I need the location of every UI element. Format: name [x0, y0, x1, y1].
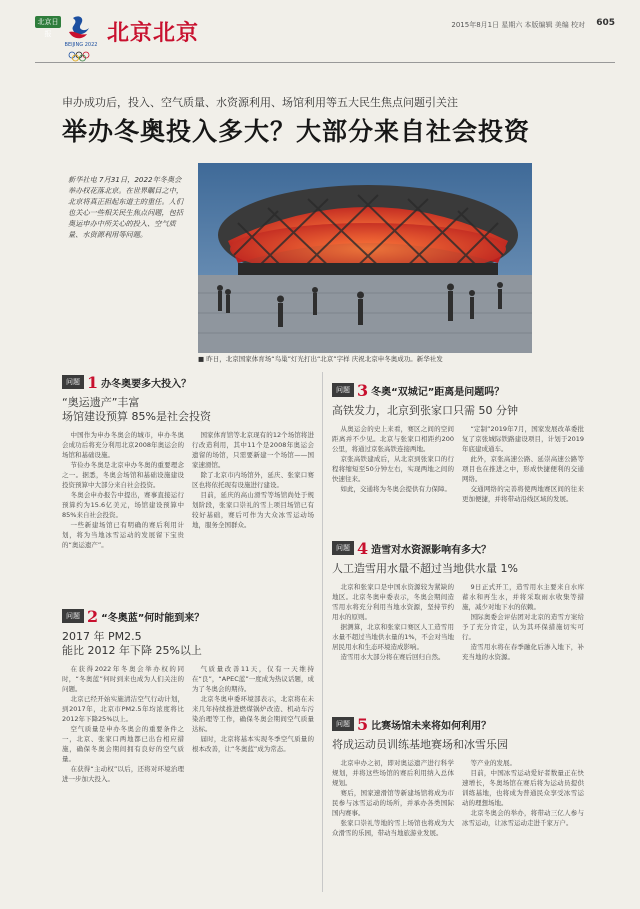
section-label: 问题 — [332, 383, 354, 397]
svg-text:BEIJING 2022: BEIJING 2022 — [64, 42, 98, 48]
section-label: 问题 — [62, 609, 84, 623]
section-5 — [332, 716, 584, 838]
section-title: “冬奥蓝”何时能到来？ — [101, 612, 205, 624]
birds-nest-illustration — [198, 163, 532, 353]
kicker: 申办成功后，投入、空气质量、水资源利用、场馆利用等五大民生焦点问题引关注 — [62, 96, 458, 109]
beijing-2022-logo — [63, 12, 99, 64]
section-title: 比赛场馆未来将如何利用？ — [371, 720, 492, 732]
section-title: 冬奥“双城记”距离是问题吗？ — [371, 386, 505, 398]
section-4 — [332, 540, 584, 662]
text-column: 国家体育馆等北京现有的12个场馆将进行改造利用，其中11个是2008年奥运会遗留的场馆，只需要新建一个场馆——国家速滑馆。 除了北京市内场馆外，延庆、张家口赛区也将依托现有设施进行建设。 目前，延庆的高山滑雪等场馆尚处于规划阶段，张家口崇礼的雪上项目场馆已有较好基础，赛后可作为大众冰雪运动场地，服务全国群众。 — [192, 431, 314, 529]
text-column: 北京申办之初，即对奥运遗产进行科学规划，并将这些场馆的赛后利用纳入总体规划。 赛后，国家速滑馆等新建场馆将成为市民参与冰雪运动的场所，并承办各类国际国内赛事。 张家口崇礼等地的雪上场馆也将成为大众滑雪的乐园，带动当地旅游业发展。 — [332, 759, 454, 837]
section-subtitle: 人工造雪用水量不超过当地供水量 1% — [332, 562, 518, 575]
stadium-photo — [198, 163, 532, 353]
section-2 — [62, 608, 314, 784]
lead-paragraph: 新华社电 7月31日，2022年冬奥会举办权花落北京。在世界瞩目之中，北京将真正担起东道主的重任。人们也关心一些相关民生焦点问题，包括奥运申办中所关心的投入、空气质量、水资源利用等问题。 — [68, 175, 184, 239]
text-column: 气质量改善11天，仅有一天维持在“良”，“APEC蓝”一度成为热议话题，成为了冬奥会的期待。 北京冬奥申委环境部表示，北京将在未来几年持续推进燃煤锅炉改造、机动车污染治理等工作，确保冬奥会期间空气质量达标。 届时，北京将基本实现冬季空气质量的根本改善，让“冬奥蓝”成为常态。 — [192, 665, 314, 753]
section-heading — [332, 540, 584, 556]
section-label: 问题 — [332, 717, 354, 731]
section-subtitle: 将成运动员训练基地赛场和冰雪乐园 — [332, 738, 508, 751]
masthead-rule — [35, 62, 615, 63]
paper-tag: 北京日报 — [35, 16, 61, 28]
section-number: 5 — [357, 714, 369, 734]
section-subtitle: “奥运遗产”丰富 场馆建设预算 85%是社会投资 — [62, 396, 211, 423]
section-subtitle: 2017 年 PM2.5 能比 2012 年下降 25%以上 — [62, 630, 202, 657]
text-column: “定制”2019年7月，国家发展改革委批复了京张城际铁路建设项目，计划于2019年底建成通车。 此外，京张高速公路、延崇高速公路等项目也在推进之中，形成快捷便利的交通网络。 交通网络的完善将使两地赛区间的往来更加便捷，并将带动沿线区域的发展。 — [462, 425, 584, 503]
section-number: 1 — [87, 372, 99, 392]
section-heading — [332, 382, 584, 398]
section-heading — [62, 374, 314, 390]
dateline: 2015年8月1日 星期六 本版编辑 美编 校对 — [451, 21, 585, 29]
section-label: 问题 — [332, 541, 354, 555]
page-number: 605 — [596, 18, 615, 28]
headline: 举办冬奥投入多大？大部分来自社会投资 — [62, 117, 531, 146]
section-heading — [332, 716, 584, 732]
photo-caption: ■ 昨日，北京国家体育场“鸟巢”灯光打出“北京”字样 庆祝北京申冬奥成功。新华社发 — [198, 355, 443, 363]
text-column: 从奥运会的史上来看，赛区之间的空间距离并不少见。北京与张家口相距约200公里，将通过京张高铁连接两地。 京张高铁建成后，从北京到张家口的行程将缩短至50分钟左右，实现两地之间的快速往来。 如此，交通将为冬奥会提供有力保障。 — [332, 425, 454, 493]
text-column: 等产业的发展。 目前，中国冰雪运动爱好者数量正在快速增长，冬奥场馆在赛后将为运动员提供训练基地，也将成为普通民众享受冰雪运动的理想场地。 北京冬奥会的举办，将带动三亿人参与冰雪运动，让冰雪运动走进千家万户。 — [462, 759, 584, 827]
section-subtitle: 高铁发力，北京到张家口只需 50 分钟 — [332, 404, 518, 417]
text-column: 9日正式开工，造雪用水主要来自水库蓄水和再生水，并将采取雨水收集等措施，减少对地下水的依赖。 国际奥委会评估团对北京的造雪方案给予了充分肯定，认为其环保措施切实可行。 造雪用水将在春季融化后渗入地下，补充当地的水资源。 — [462, 583, 584, 661]
section-label: 问题 — [62, 375, 84, 389]
text-column: 在获得2022年冬奥会举办权的同时，“冬奥蓝”何时到来也成为人们关注的问题。 北京已经开始实施清洁空气行动计划，到2017年，北京市PM2.5年均浓度将比2012年下降25%以上。 空气质量是申办冬奥会的重要条件之一，北京、张家口两地都已出台相应措施，确保冬奥会期间拥有良好的空气质量。 在获得“主动权”以后，还将对环境治理进一步加大投入。 — [62, 665, 184, 783]
section-title: 造雪对水资源影响有多大？ — [371, 544, 492, 556]
column-divider — [322, 372, 323, 892]
section-3 — [332, 382, 584, 504]
section-1 — [62, 374, 314, 550]
masthead — [35, 10, 615, 70]
section-title: 办冬奥要多大投入？ — [101, 378, 192, 390]
brand-title: 北京北京 — [107, 20, 200, 46]
section-number: 2 — [87, 606, 99, 626]
text-column: 中国作为申办冬奥会的城市，申办冬奥会成功后将充分利用北京2008年奥运会的场馆和基础设施。 节俭办冬奥是北京申办冬奥的重要理念之一。据悉，冬奥会场馆和基础设施建设投资预算中大部分来自社会投资。 冬奥会申办报告中提出，赛事直接运行预算约为15.6亿美元，场馆建设预算中85%来自社会投资。 一些新建场馆已有明确的赛后利用计划，将为当地冰雪运动的发展留下宝贵的“奥运遗产”。 — [62, 431, 184, 549]
section-heading — [62, 608, 314, 624]
section-number: 3 — [357, 380, 369, 400]
section-number: 4 — [357, 538, 369, 558]
text-column: 北京和张家口是中国水资源较为紧缺的地区。北京冬奥申委表示，冬奥会期间造雪用水将充分利用当地水资源，坚持节约用水的原则。 据测算，北京和张家口赛区人工造雪用水量不超过当地供水量的1%，不会对当地居民用水和生态环境造成影响。 造雪用水大部分将在赛后回归自然。 — [332, 583, 454, 661]
